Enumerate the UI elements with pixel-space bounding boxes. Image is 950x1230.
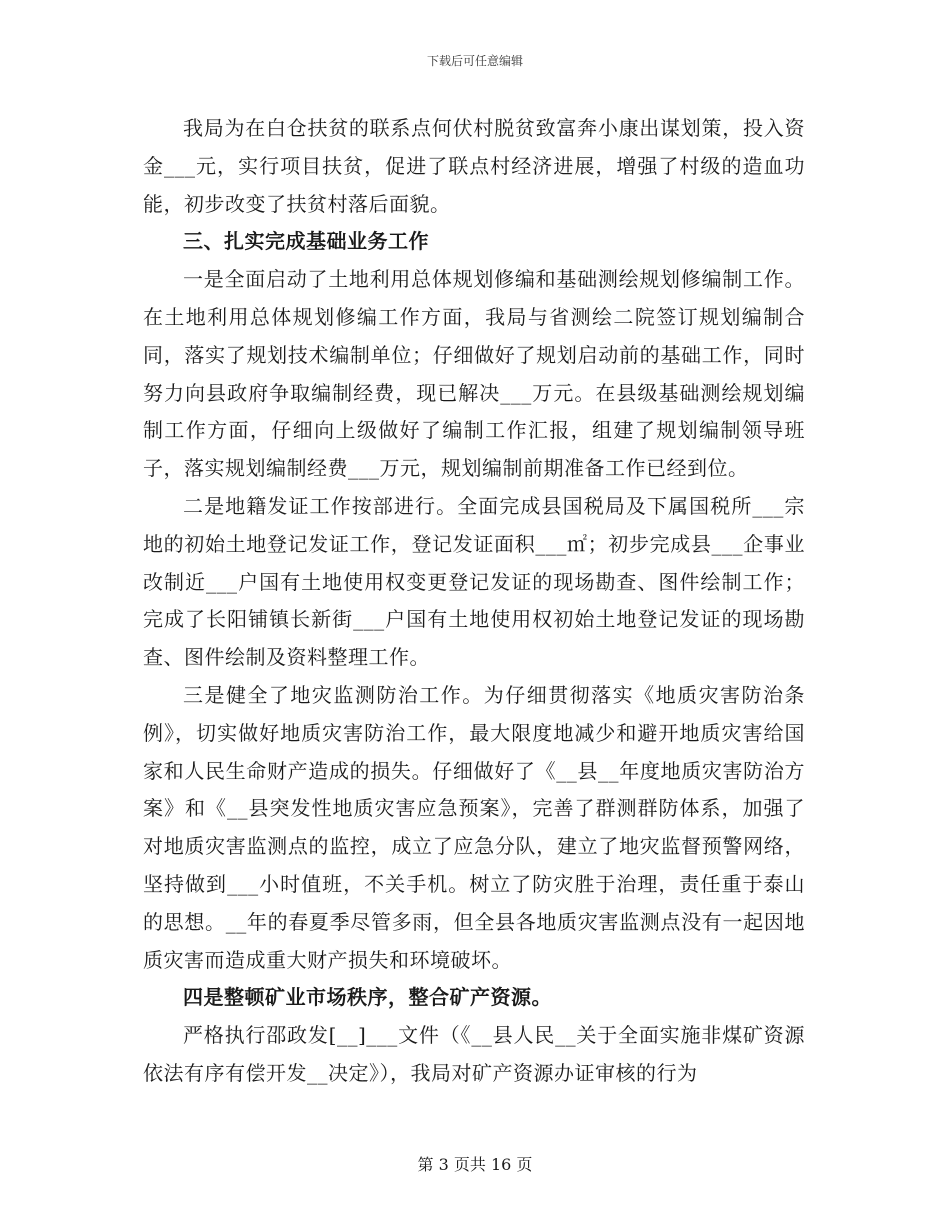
section-heading-basic-work: 三、扎实完成基础业务工作 — [183, 229, 429, 254]
paragraph-mining-policy: 严格执行邵政发[__]___文件（《__县人民__关于全面实施非煤矿资源依法有序有偿开发__决定》），我局对矿产资源办证审核的行为 — [143, 1023, 805, 1085]
page-number-footer: 第 3 页共 16 页 — [417, 1155, 533, 1174]
subheading-mining-order: 四是整顿矿业市场秩序，整合矿产资源。 — [183, 985, 552, 1010]
paragraph-disaster-monitoring: 三是健全了地灾监测防治工作。为仔细贯彻落实《地质灾害防治条例》，切实做好地质灾害防治工作，最大限度地减少和避开地质灾害给国家和人民生命财产造成的损失。仔细做好了《__县__年度地质灾害防治方案》和《__县突发性地质灾害应急预案》，完善了群测群防体系，加强了对地质灾害监测点的监控，成立了应急分队，建立了地灾监督预警网络，坚持做到___小时值班，不关手机。树立了防灾胜于治理，责任重于泰山的思想。__年的春夏季尽管多雨，但全县各地质灾害监测点没有一起因地质灾害而造成重大财产损失和环境破坏。 — [143, 682, 805, 972]
document-body — [143, 110, 805, 1093]
paragraph-cadastral-certification: 二是地籍发证工作按部进行。全面完成县国税局及下属国税所___宗地的初始土地登记发证工作，登记发证面积___㎡；初步完成县___企事业改制近___户国有土地使用权变更登记发证的现场勘查、图件绘制工作；完成了长阳铺镇长新街___户国有土地使用权初始土地登记发证的现场勘查、图件绘制及资料整理工作。 — [143, 493, 805, 670]
page-header: 下载后可任意编辑 — [426, 54, 523, 68]
paragraph-poverty-relief: 我局为在白仓扶贫的联系点何伏村脱贫致富奔小康出谋划策，投入资金___元，实行项目扶贫，促进了联点村经济进展，增强了村级的造血功能，初步改变了扶贫村落后面貌。 — [143, 116, 805, 216]
paragraph-land-planning: 一是全面启动了土地利用总体规划修编和基础测绘规划修编制工作。在土地利用总体规划修编工作方面，我局与省测绘二院签订规划编制合同，落实了规划技术编制单位；仔细做好了规划启动前的基础工作，同时努力向县政府争取编制经费，现已解决___万元。在县级基础测绘规划编制工作方面，仔细向上级做好了编制工作汇报，组建了规划编制领导班子，落实规划编制经费___万元，规划编制前期准备工作已经到位。 — [143, 267, 805, 481]
